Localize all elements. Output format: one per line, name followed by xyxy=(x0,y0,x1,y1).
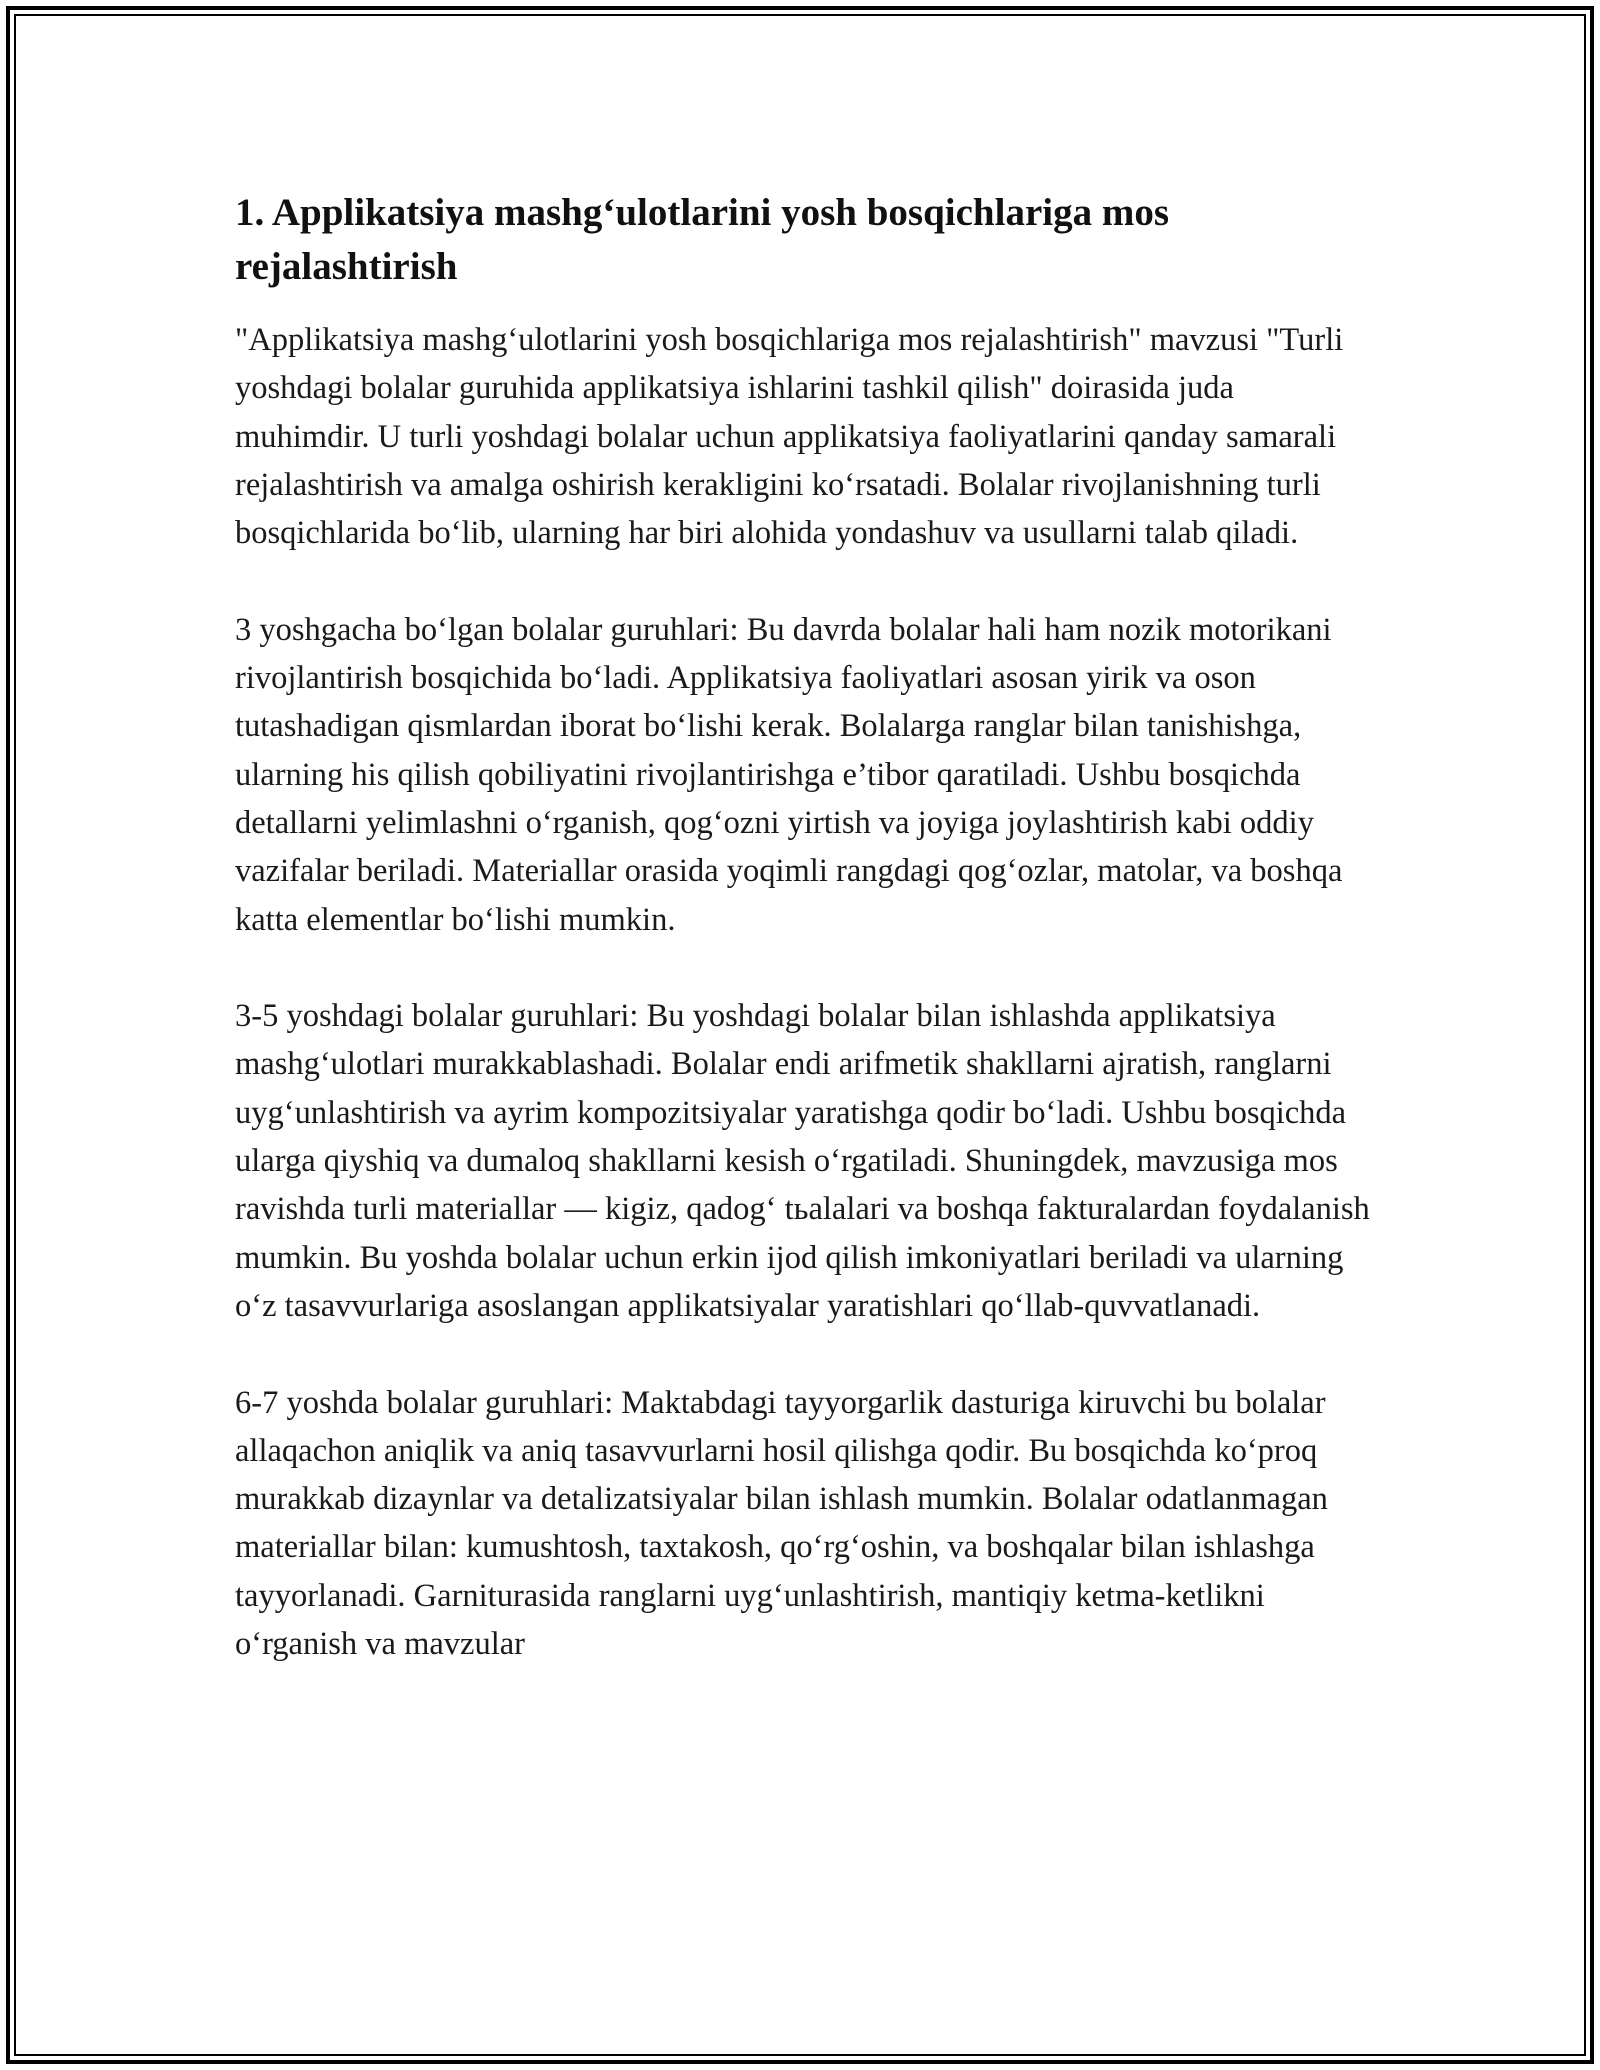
paragraph-intro: "Applikatsiya mashg‘ulotlarini yosh bosqichlariga mos rejalashtirish" mavzusi "Turli yoshdagi bolalar guruhida applikatsiya ishlarini tashkil qilish" doirasida juda muhimdir. U turli yoshdagi bolalar uchun applikatsiya faoliyatlarini qanday samarali rejalashtirish va amalga oshirish kerakligini ko‘rsatadi. Bolalar rivojlanishning turli bosqichlarida bo‘lib, ularning har biri alohida yondashuv va usullarni talab qiladi. xyxy=(235,322,1344,552)
document-body xyxy=(235,186,1370,1717)
paragraph-6-7: 6-7 yoshda bolalar guruhlari: Maktabdagi tayyorgarlik dasturiga kiruvchi bu bolalar allaqachon aniqlik va aniq tasavvurlarni hosil qilishga qodir. Bu bosqichda ko‘proq murakkab dizaynlar va detalizatsiyalar bilan ishlash mumkin. Bolalar odatlanmagan materiallar bilan: kumushtosh, taxtakosh, qo‘rg‘oshin, va boshqalar bilan ishlashga tayyorlanadi. Garniturasida ranglarni uyg‘unlashtirish, mantiqiy ketma-ketlikni o‘rganish va mavzular xyxy=(235,1384,1328,1663)
paragraph-under-3: 3 yoshgacha bo‘lgan bolalar guruhlari: Bu davrda bolalar hali ham nozik motorikani rivojlantirish bosqichida bo‘ladi. Applikatsiya faoliyatlari asosan yirik va oson tutashadigan qismlardan iborat bo‘lishi kerak. Bolalarga ranglar bilan tanishishga, ularning his qilish qobiliyatini rivojlantirishga e’tibor qaratiladi. Ushbu bosqichda detallarni yelimlashni o‘rganish, qog‘ozni yirtish va joyiga joylashtirish kabi oddiy vazifalar beriladi. Materiallar orasida yoqimli rangdagi qog‘ozlar, matolar, va boshqa katta elementlar bo‘lishi mumkin. xyxy=(235,611,1343,938)
paragraph-3-5: 3-5 yoshdagi bolalar guruhlari: Bu yoshdagi bolalar bilan ishlashda applikatsiya mashg‘ulotlari murakkablashadi. Bolalar endi arifmetik shakllarni ajratish, ranglarni uyg‘unlashtirish va ayrim kompozitsiyalar yaratishga qodir bo‘ladi. Ushbu bosqichda ularga qiyshiq va dumaloq shakllarni kesish o‘rgatiladi. Shuningdek, mavzusiga mos ravishda turli materiallar — kigiz, qadog‘ tьalalari va boshqa fakturalardan foydalanish mumkin. Bu yoshda bolalar uchun erkin ijod qilish imkoniyatlari beriladi va ularning o‘z tasavvurlariga asoslangan applikatsiyalar yaratishlari qo‘llab-quvvatlanadi. xyxy=(235,998,1370,1324)
section-heading: 1. Applikatsiya mashg‘ulotlarini yosh bosqichlariga mos rejalashtirish xyxy=(235,191,1170,288)
